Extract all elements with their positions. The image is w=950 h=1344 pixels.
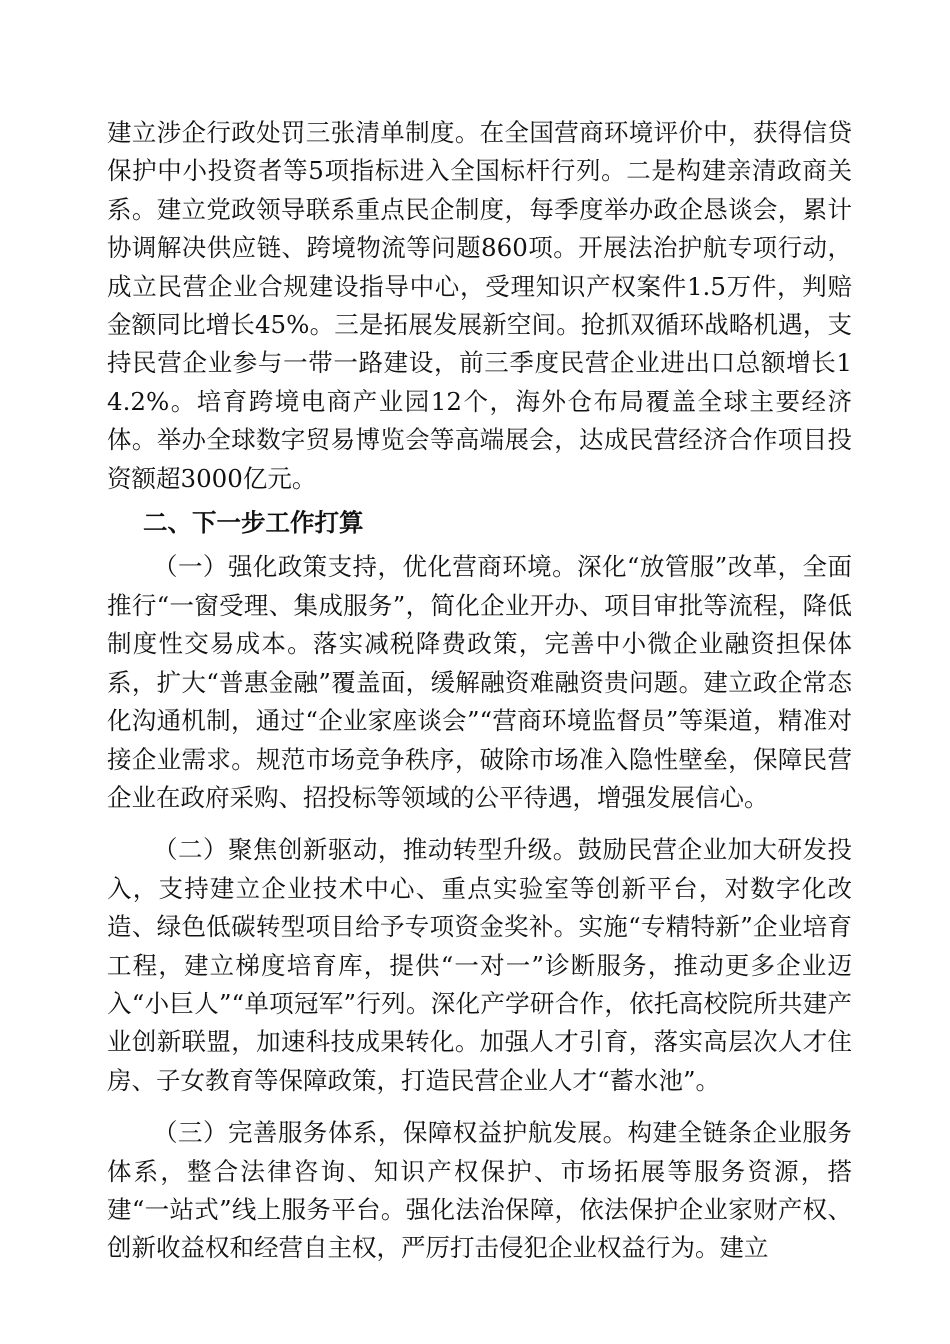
list-item-paragraph: （三）完善服务体系，保障权益护航发展。构建全链条企业服务体系，整合法律咨询、知识产权保护、市场拓展等服务资源，搭建“一站式”线上服务平台。强化法治保障，依法保护企业家财产权、创新收益权和经营自主权，严厉打击侵犯企业权益行为。建立 (107, 1118, 852, 1263)
list-item-paragraph: （一）强化政策支持，优化营商环境。深化“放管服”改革，全面推行“一窗受理、集成服务”，简化企业开办、项目审批等流程，降低制度性交易成本。落实减税降费政策，完善中小微企业融资担保体系，扩大“普惠金融”覆盖面，缓解融资难融资贵问题。建立政企常态化沟通机制，通过“企业家座谈会”“营商环境监督员”等渠道，精准对接企业需求。规范市场竞争秩序，破除市场准入隐性壁垒，保障民营企业在政府采购、招投标等领域的公平待遇，增强发展信心。 (107, 552, 852, 812)
list-item-paragraph: （二）聚焦创新驱动，推动转型升级。鼓励民营企业加大研发投入，支持建立企业技术中心、重点实验室等创新平台，对数字化改造、绿色低碳转型项目给予专项资金奖补。实施“专精特新”企业培育工程，建立梯度培育库，提供“一对一”诊断服务，推动更多企业迈入“小巨人”“单项冠军”行列。深化产学研合作，依托高校院所共建产业创新联盟，加速科技成果转化。加强人才引育，落实高层次人才住房、子女教育等保障政策，打造民营企业人才“蓄水池”。 (107, 835, 852, 1095)
section-heading: 二、下一步工作打算 (143, 508, 364, 538)
body-paragraph: 建立涉企行政处罚三张清单制度。在全国营商环境评价中，获得信贷保护中小投资者等5项指标进入全国标杆行列。二是构建亲清政商关系。建立党政领导联系重点民企制度，每季度举办政企恳谈会，累计协调解决供应链、跨境物流等问题860项。开展法治护航专项行动，成立民营企业合规建设指导中心，受理知识产权案件1.5万件，判赔金额同比增长45%。三是拓展发展新空间。抢抓双循环战略机遇，支持民营企业参与一带一路建设，前三季度民营企业进出口总额增长14.2%。培育跨境电商产业园12个，海外仓布局覆盖全球主要经济体。举办全球数字贸易博览会等高端展会，达成民营经济合作项目投资额超3000亿元。 (107, 118, 852, 493)
document-body (107, 114, 852, 1268)
